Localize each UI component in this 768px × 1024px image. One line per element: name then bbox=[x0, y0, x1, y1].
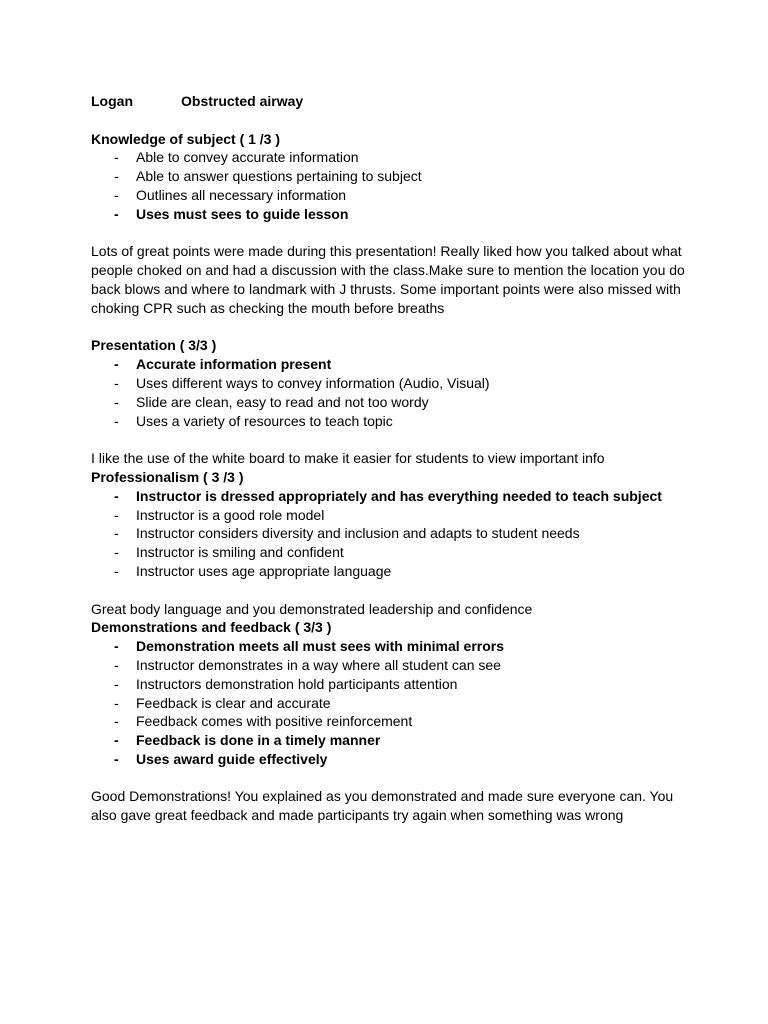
bullet-dash: - bbox=[114, 525, 119, 542]
list-item bbox=[91, 562, 691, 581]
spacer bbox=[91, 581, 691, 600]
list-item-text: Demonstration meets all must sees with minimal errors bbox=[136, 638, 505, 655]
comment-line: Great body language and you demonstrated leadership and confidence bbox=[91, 600, 533, 617]
list-item bbox=[91, 731, 691, 750]
bullet-dash: - bbox=[114, 205, 119, 222]
list-item bbox=[91, 675, 691, 694]
list-item-text: Uses a variety of resources to teach topic bbox=[136, 412, 393, 429]
bullet-dash: - bbox=[114, 732, 119, 749]
list-item bbox=[91, 750, 691, 769]
list-item-text: Uses must sees to guide lesson bbox=[136, 205, 349, 222]
list-item-text: Outlines all necessary information bbox=[136, 186, 347, 203]
bullet-dash: - bbox=[114, 713, 119, 730]
comment-line: choking CPR such as checking the mouth before breaths bbox=[91, 299, 445, 316]
list-item bbox=[91, 487, 691, 506]
document-header bbox=[91, 92, 691, 111]
list-item-text: Instructor demonstrates in a way where all student can see bbox=[136, 656, 501, 673]
list-item-text: Slide are clean, easy to read and not too wordy bbox=[136, 393, 429, 410]
list-item bbox=[91, 355, 691, 374]
bullet-dash: - bbox=[114, 638, 119, 655]
list-item bbox=[91, 712, 691, 731]
bullet-dash: - bbox=[114, 393, 119, 410]
list-item bbox=[91, 637, 691, 656]
bullet-dash: - bbox=[114, 506, 119, 523]
bullet-dash: - bbox=[114, 487, 119, 504]
list-item-text: Instructor considers diversity and inclusion and adapts to student needs bbox=[136, 525, 580, 542]
comment-line: I like the use of the white board to make it easier for students to view important info bbox=[91, 450, 605, 467]
comment-line: people choked on and had a discussion with the class.Make sure to mention the location you do bbox=[91, 262, 685, 279]
comment-line: also gave great feedback and made participants try again when something was wrong bbox=[91, 807, 624, 824]
list-item-text: Uses award guide effectively bbox=[136, 750, 328, 767]
list-item bbox=[91, 186, 691, 205]
list-item-text: Able to answer questions pertaining to subject bbox=[136, 168, 422, 185]
section-heading-demonstrations: Demonstrations and feedback ( 3/3 ) bbox=[91, 619, 332, 636]
list-item bbox=[91, 543, 691, 562]
list-item bbox=[91, 167, 691, 186]
bullet-dash: - bbox=[114, 562, 119, 579]
student-name: Logan bbox=[91, 93, 133, 109]
spacer bbox=[91, 224, 691, 243]
spacer bbox=[91, 111, 691, 130]
document-content bbox=[91, 92, 691, 825]
list-item-text: Feedback comes with positive reinforcement bbox=[136, 713, 413, 730]
list-item-text: Instructor uses age appropriate language bbox=[136, 562, 392, 579]
section-comment-presentation bbox=[91, 449, 691, 468]
comment-line: Lots of great points were made during this presentation! Really liked how you talked about what bbox=[91, 243, 682, 260]
list-item-text: Instructors demonstration hold participants attention bbox=[136, 675, 458, 692]
list-item bbox=[91, 393, 691, 412]
list-item bbox=[91, 374, 691, 393]
bullet-dash: - bbox=[114, 412, 119, 429]
bullet-dash: - bbox=[114, 356, 119, 373]
spacer bbox=[91, 769, 691, 788]
section-heading-knowledge: Knowledge of subject ( 1 /3 ) bbox=[91, 130, 281, 147]
bullet-dash: - bbox=[114, 149, 119, 166]
section-comment-knowledge bbox=[91, 242, 691, 317]
bullet-dash: - bbox=[114, 750, 119, 767]
list-item bbox=[91, 506, 691, 525]
list-item bbox=[91, 694, 691, 713]
spacer bbox=[91, 430, 691, 449]
bullet-dash: - bbox=[114, 168, 119, 185]
list-item-text: Accurate information present bbox=[136, 356, 332, 373]
section-comment-professionalism bbox=[91, 600, 691, 619]
lesson-topic: Obstructed airway bbox=[181, 93, 304, 109]
bullet-dash: - bbox=[114, 675, 119, 692]
list-item-text: Instructor is a good role model bbox=[136, 506, 325, 523]
list-item-text: Uses different ways to convey information (Audio, Visual) bbox=[136, 374, 490, 391]
bullet-dash: - bbox=[114, 694, 119, 711]
section-comment-demonstrations bbox=[91, 787, 691, 825]
bullet-dash: - bbox=[114, 656, 119, 673]
list-item bbox=[91, 205, 691, 224]
list-item-text: Instructor is dressed appropriately and has everything needed to teach subject bbox=[136, 487, 662, 504]
comment-line: Good Demonstrations! You explained as you demonstrated and made sure everyone can. You bbox=[91, 788, 674, 805]
bullet-dash: - bbox=[114, 544, 119, 561]
bullet-dash: - bbox=[114, 374, 119, 391]
list-item-text: Instructor is smiling and confident bbox=[136, 544, 344, 561]
list-item-text: Feedback is clear and accurate bbox=[136, 694, 331, 711]
bullet-dash: - bbox=[114, 186, 119, 203]
section-heading-presentation: Presentation ( 3/3 ) bbox=[91, 337, 217, 354]
spacer bbox=[91, 318, 691, 337]
list-item-text: Feedback is done in a timely manner bbox=[136, 732, 381, 749]
list-item-text: Able to convey accurate information bbox=[136, 149, 359, 166]
list-item bbox=[91, 656, 691, 675]
comment-line: back blows and where to landmark with J thrusts. Some important points were also missed with bbox=[91, 280, 681, 297]
list-item bbox=[91, 412, 691, 431]
section-heading-professionalism: Professionalism ( 3 /3 ) bbox=[91, 468, 244, 485]
list-item bbox=[91, 524, 691, 543]
list-item bbox=[91, 148, 691, 167]
